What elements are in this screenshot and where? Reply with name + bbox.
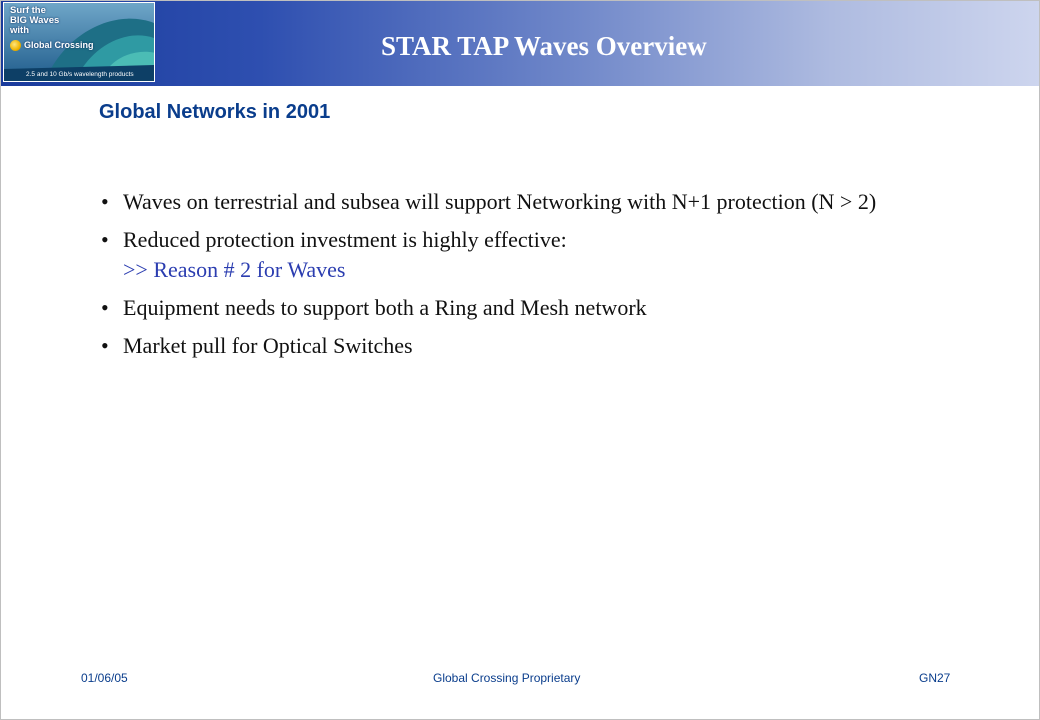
logo-tagline: 2.5 and 10 Gb/s wavelength products bbox=[26, 71, 134, 78]
logo-line1: Surf the bbox=[10, 5, 46, 16]
footer-proprietary: Global Crossing Proprietary bbox=[433, 671, 581, 685]
logo-line2: BIG Waves bbox=[10, 15, 60, 26]
footer-slide-code: GN27 bbox=[919, 671, 951, 685]
bullet-subtext: >> Reason # 2 for Waves bbox=[123, 257, 346, 282]
bullet-text: Equipment needs to support both a Ring and Mesh network bbox=[123, 295, 647, 320]
bullet-text: Waves on terrestrial and subsea will support Networking with N+1 protection (N > 2) bbox=[123, 189, 877, 214]
bullet-icon: • bbox=[101, 333, 109, 358]
bullet-text: Reduced protection investment is highly effective: bbox=[123, 227, 567, 252]
global-crossing-globe-icon bbox=[10, 40, 21, 51]
bullet-icon: • bbox=[101, 227, 109, 252]
bullet-item bbox=[101, 187, 901, 217]
bullet-item bbox=[101, 225, 901, 285]
bullet-item bbox=[101, 331, 901, 361]
header-banner bbox=[1, 1, 1039, 86]
slide-subtitle: Global Networks in 2001 bbox=[99, 101, 331, 123]
bullet-list bbox=[101, 187, 901, 369]
logo-line3: with bbox=[10, 25, 29, 36]
logo-brand: Global Crossing bbox=[24, 40, 94, 50]
bullet-icon: • bbox=[101, 189, 109, 214]
bullet-icon: • bbox=[101, 295, 109, 320]
footer-date: 01/06/05 bbox=[81, 671, 128, 685]
surf-waves-logo bbox=[3, 2, 155, 82]
page-title: STAR TAP Waves Overview bbox=[381, 31, 707, 61]
bullet-item bbox=[101, 293, 901, 323]
bullet-text: Market pull for Optical Switches bbox=[123, 333, 413, 358]
